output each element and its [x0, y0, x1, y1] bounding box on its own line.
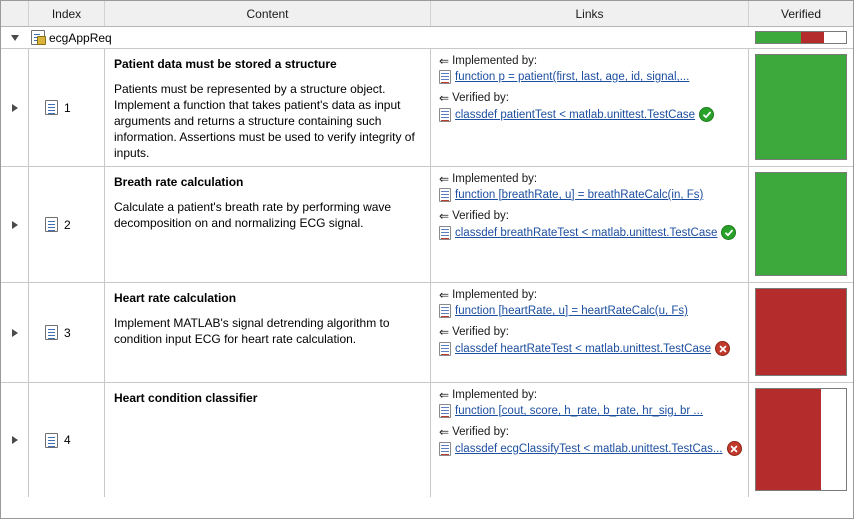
link-heading-label: Verified by: [452, 426, 509, 438]
link-row[interactable] [439, 304, 742, 318]
verified-green-segment [756, 55, 846, 159]
row-links-cell [431, 167, 749, 282]
row-content-cell[interactable] [105, 49, 431, 166]
root-verified-bar [755, 31, 847, 44]
row-verified-cell [749, 283, 853, 382]
link-label[interactable]: classdef ecgClassifyTest < matlab.unittest.TestCas... [455, 442, 723, 455]
link-group-heading [439, 210, 742, 222]
link-label[interactable]: function p = patient(first, last, age, id, signal,... [455, 71, 690, 83]
row-index-label: 2 [64, 217, 71, 232]
incoming-link-arrow-icon: ⇐ [439, 424, 450, 439]
column-header-gutter[interactable] [1, 1, 29, 26]
link-heading-label: Verified by: [452, 326, 509, 338]
row-expander[interactable] [1, 49, 29, 166]
column-header-index[interactable]: Index [29, 1, 105, 26]
incoming-link-arrow-icon: ⇐ [439, 324, 450, 339]
check-circle-icon [721, 225, 736, 240]
incoming-link-arrow-icon: ⇐ [439, 53, 450, 68]
link-group [439, 173, 742, 202]
matlab-file-icon [439, 70, 451, 84]
matlab-file-icon [439, 226, 451, 240]
root-verified-green-segment [756, 32, 801, 43]
link-group-heading [439, 426, 742, 438]
row-index-cell[interactable] [29, 383, 105, 497]
chevron-right-icon [12, 221, 18, 229]
requirement-title: Heart rate calculation [114, 291, 237, 305]
row-verified-cell [749, 167, 853, 282]
row-expander[interactable] [1, 167, 29, 282]
link-row[interactable] [439, 70, 742, 84]
incoming-link-arrow-icon: ⇐ [439, 387, 450, 402]
link-group-heading [439, 173, 742, 185]
link-row[interactable] [439, 441, 742, 456]
requirement-title: Patient data must be stored a structure [114, 57, 337, 71]
row-index-cell[interactable] [29, 49, 105, 166]
link-row[interactable] [439, 225, 742, 240]
row-links-cell [431, 49, 749, 166]
table-row[interactable] [1, 167, 853, 283]
table-row[interactable] [1, 283, 853, 383]
link-group-heading [439, 326, 742, 338]
link-heading-label: Verified by: [452, 92, 509, 104]
verified-bar [755, 172, 847, 276]
row-verified-cell [749, 383, 853, 497]
error-circle-icon [715, 341, 730, 356]
requirement-description: Patients must be represented by a structure object. Implement a function that takes patient's data as input arguments and returns a structure containing such information. Assertions must be used to verify integrity of inputs. [114, 82, 415, 160]
row-links-cell [431, 383, 749, 497]
row-index-label: 1 [64, 100, 71, 115]
verified-bar [755, 288, 847, 376]
link-heading-label: Verified by: [452, 210, 509, 222]
row-content-cell[interactable] [105, 383, 431, 497]
matlab-file-icon [439, 188, 451, 202]
root-label-cell[interactable] [29, 27, 112, 48]
link-label[interactable]: classdef patientTest < matlab.unittest.TestCase [455, 108, 696, 121]
link-row[interactable] [439, 341, 742, 356]
table-row-root[interactable] [1, 27, 853, 49]
column-header-links[interactable]: Links [431, 1, 749, 26]
link-group [439, 92, 742, 122]
column-header-verified[interactable]: Verified [749, 1, 853, 26]
link-heading-label: Implemented by: [452, 389, 538, 401]
root-expander[interactable] [1, 27, 29, 48]
link-label[interactable]: classdef heartRateTest < matlab.unittest.TestCase [455, 342, 712, 355]
requirement-title: Breath rate calculation [114, 175, 244, 189]
locked-document-icon [31, 30, 45, 45]
error-circle-icon [727, 441, 742, 456]
chevron-right-icon [12, 436, 18, 444]
incoming-link-arrow-icon: ⇐ [439, 171, 450, 186]
row-content-cell[interactable] [105, 167, 431, 282]
link-label[interactable]: function [breathRate, u] = breathRateCalc(in, Fs) [455, 189, 704, 201]
document-icon [45, 325, 58, 340]
requirement-description: Implement MATLAB's signal detrending algorithm to condition input ECG for heart rate calculation. [114, 316, 390, 346]
verified-bar [755, 388, 847, 491]
matlab-file-icon [439, 342, 451, 356]
table-row[interactable] [1, 383, 853, 497]
root-spacer [105, 27, 749, 48]
link-label[interactable]: classdef breathRateTest < matlab.unittest.TestCase [455, 226, 718, 239]
link-group-heading [439, 92, 742, 104]
link-row[interactable] [439, 188, 742, 202]
row-verified-cell [749, 49, 853, 166]
document-icon [45, 433, 58, 448]
link-group [439, 210, 742, 240]
incoming-link-arrow-icon: ⇐ [439, 90, 450, 105]
row-index-cell[interactable] [29, 167, 105, 282]
row-index-label: 4 [64, 433, 71, 447]
chevron-down-icon [11, 35, 19, 41]
document-icon [45, 100, 58, 115]
link-group-heading [439, 389, 742, 401]
incoming-link-arrow-icon: ⇐ [439, 287, 450, 302]
chevron-right-icon [12, 329, 18, 337]
row-content-cell[interactable] [105, 283, 431, 382]
verified-bar [755, 54, 847, 160]
requirement-rows [1, 49, 853, 497]
table-header [1, 1, 853, 27]
link-row[interactable] [439, 404, 742, 418]
link-heading-label: Implemented by: [452, 55, 538, 67]
row-links-cell [431, 283, 749, 382]
requirement-title: Heart condition classifier [114, 391, 258, 405]
document-icon [45, 217, 58, 232]
table-row[interactable] [1, 49, 853, 167]
verified-red-segment [756, 289, 846, 375]
row-index-label: 3 [64, 325, 71, 340]
row-index-cell[interactable] [29, 283, 105, 382]
link-row[interactable] [439, 107, 742, 122]
link-group-heading [439, 289, 742, 301]
incoming-link-arrow-icon: ⇐ [439, 208, 450, 223]
link-label[interactable]: function [cout, score, h_rate, b_rate, hr_sig, br ... [455, 405, 704, 417]
link-group [439, 389, 742, 418]
column-header-content[interactable]: Content [105, 1, 431, 26]
check-circle-icon [699, 107, 714, 122]
link-group [439, 55, 742, 84]
root-verified-cell [749, 27, 853, 48]
verified-green-segment [756, 173, 846, 275]
matlab-file-icon [439, 442, 451, 456]
verified-red-segment [756, 389, 821, 490]
link-heading-label: Implemented by: [452, 173, 538, 185]
link-label[interactable]: function [heartRate, u] = heartRateCalc(u, Fs) [455, 305, 688, 317]
requirement-description: Calculate a patient's breath rate by performing wave decomposition on and normalizing ECG signal. [114, 200, 392, 230]
link-group [439, 426, 742, 456]
matlab-file-icon [439, 404, 451, 418]
link-group [439, 326, 742, 356]
row-expander[interactable] [1, 383, 29, 497]
chevron-right-icon [12, 104, 18, 112]
link-heading-label: Implemented by: [452, 289, 538, 301]
requirements-table-body [1, 27, 853, 518]
matlab-file-icon [439, 304, 451, 318]
link-group [439, 289, 742, 318]
link-group-heading [439, 55, 742, 67]
matlab-file-icon [439, 108, 451, 122]
root-verified-red-segment [801, 32, 824, 43]
root-name: ecgAppReq [49, 30, 112, 45]
row-expander[interactable] [1, 283, 29, 382]
